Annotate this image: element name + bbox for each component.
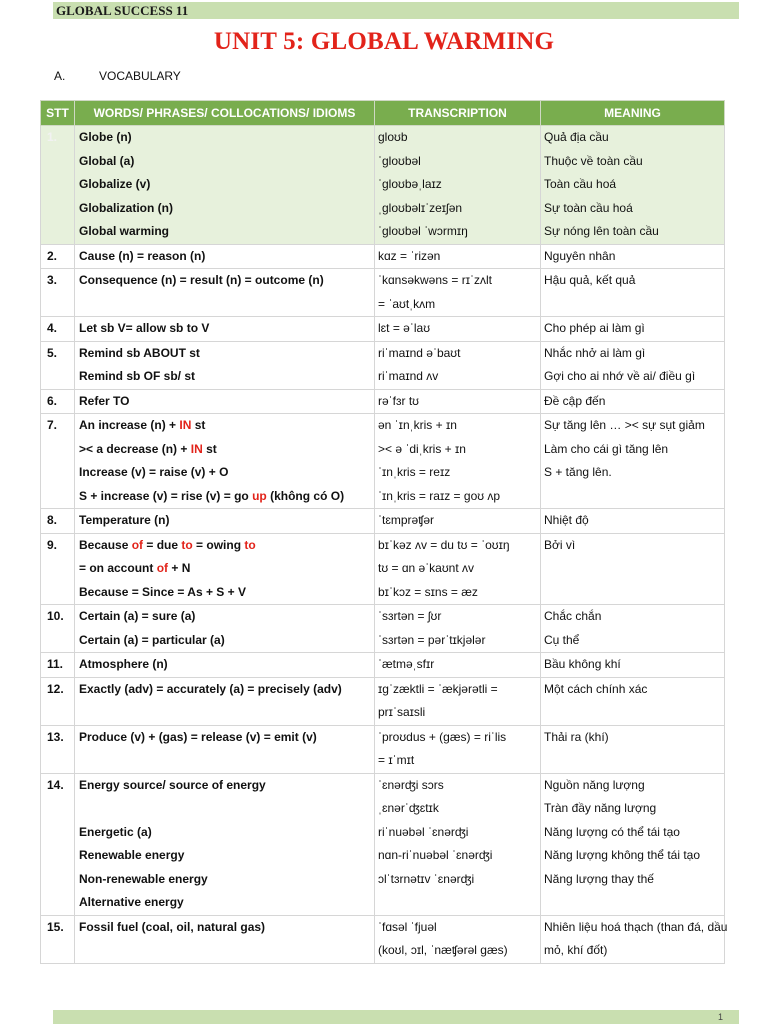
word-line (75, 197, 374, 221)
word-segment: Energetic (a) (79, 824, 152, 839)
table-body (41, 126, 728, 964)
cell-stt (41, 915, 75, 963)
word-segment: = on account (79, 561, 157, 575)
transcription-line: ˈɪnˌkris = reɪz (378, 465, 451, 479)
cell-meaning (541, 653, 725, 678)
meaning-line: Sự tăng lên … >< sự sụt giảm (544, 418, 705, 432)
word-segment: Fossil fuel (coal, oil, natural gas) (79, 919, 266, 934)
stt-number: 12. (47, 681, 64, 696)
transcription-line: ˈgloʊbəˌlaɪz (378, 177, 442, 191)
word-segment: Certain (a) = particular (a) (79, 632, 225, 647)
transcription-line: ˈætməˌsfɪr (378, 657, 435, 671)
cell-meaning (541, 725, 725, 773)
table-row (41, 653, 725, 678)
meaning-line (541, 485, 724, 509)
word-line (75, 438, 374, 462)
cell-words (75, 341, 375, 389)
word-segment: Increase (v) = raise (v) + O (79, 465, 229, 479)
word-line (75, 173, 374, 197)
table-row (41, 533, 725, 605)
word-segment: Global (a) (79, 153, 135, 168)
cell-words (75, 509, 375, 534)
word-line (75, 891, 374, 915)
word-line (75, 939, 374, 963)
word-line (75, 293, 374, 317)
meaning-line (541, 749, 724, 773)
cell-words (75, 725, 375, 773)
cell-words (75, 653, 375, 678)
transcription-line: ˈkɑnsəkwəns = rɪˈzʌlt (378, 273, 492, 287)
word-segment: = due (143, 537, 182, 552)
meaning-line (541, 701, 724, 725)
transcription-line: riˈmaɪnd əˈbaʊt (378, 345, 461, 360)
transcription-line: >< ə ˈdiˌkris + ɪn (378, 441, 466, 456)
cell-stt (41, 244, 75, 269)
cell-words (75, 269, 375, 317)
cell-words (75, 605, 375, 653)
word-line (75, 150, 374, 174)
meaning-line (541, 891, 724, 915)
cell-meaning (541, 317, 725, 342)
stt-number: 3. (47, 273, 58, 287)
cell-stt (41, 509, 75, 534)
cell-meaning (541, 677, 725, 725)
word-segment: of (156, 561, 169, 575)
word-segment: IN (179, 418, 192, 432)
stt-number: 6. (47, 393, 58, 408)
word-line (75, 461, 374, 485)
transcription-line: gloʊb (378, 130, 408, 144)
word-segment: Alternative energy (79, 895, 184, 909)
transcription-line: ˈtɛmprəʧər (378, 513, 434, 527)
transcription-line: ɪgˈzæktli = ˈækjərətli = (378, 681, 498, 696)
word-segment: + N (168, 561, 191, 575)
meaning-line: Cụ thể (544, 632, 580, 647)
word-line (75, 220, 374, 244)
cell-meaning (541, 269, 725, 317)
meaning-line: Nguyên nhân (544, 248, 616, 263)
word-segment: up (252, 488, 267, 503)
meaning-line: Quả địa cầu (544, 130, 609, 144)
table-row (41, 414, 725, 509)
word-segment: Consequence (n) = result (n) = outcome (n) (79, 273, 324, 287)
cell-words (75, 389, 375, 414)
cell-stt (41, 533, 75, 605)
meaning-line: Sự nóng lên toàn cầu (544, 224, 659, 238)
stt-number: 7. (47, 418, 58, 432)
meaning-line: Thải ra (khí) (544, 729, 609, 744)
word-line (75, 868, 374, 892)
cell-meaning (541, 389, 725, 414)
word-line (75, 365, 374, 389)
transcription-line: nɑn-riˈnuəbəl ˈɛnərʤi (378, 848, 493, 862)
word-line (75, 774, 374, 798)
transcription-line: (koʊl, ɔɪl, ˈnæʧərəl gæs) (378, 943, 508, 957)
word-segment: = owing (192, 537, 245, 552)
vocabulary-table (40, 100, 728, 964)
table-row (41, 605, 725, 653)
stt-number: 8. (47, 513, 58, 527)
cell-transcription (375, 605, 541, 653)
word-segment: IN (190, 441, 203, 456)
word-segment: Globalize (v) (79, 177, 151, 191)
transcription-line: ən ˈɪnˌkris + ɪn (378, 418, 457, 432)
header-words: WORDS/ PHRASES/ COLLOCATIONS/ IDIOMS (75, 101, 375, 126)
stt-number: 2. (47, 248, 58, 263)
meaning-line: mỏ, khí đốt) (544, 943, 608, 957)
cell-meaning (541, 915, 728, 963)
word-segment: Let sb V= allow sb to V (79, 321, 210, 335)
meaning-line: Nhắc nhở ai làm gì (544, 345, 646, 360)
transcription-line: rəˈfɜr tʊ (378, 393, 419, 408)
table-row (41, 773, 725, 915)
word-line (75, 726, 374, 750)
cell-transcription (375, 653, 541, 678)
table-row (41, 126, 725, 245)
word-segment: Globe (n) (79, 130, 132, 144)
word-line (75, 245, 374, 269)
word-line (75, 509, 374, 533)
word-line (75, 414, 374, 438)
stt-number: 9. (47, 537, 58, 552)
stt-number: 10. (47, 609, 64, 623)
word-line (75, 557, 374, 581)
cell-transcription (375, 126, 541, 245)
word-line (75, 269, 374, 293)
meaning-line (541, 293, 724, 317)
page-number: 1 (718, 1012, 724, 1022)
transcription-line: ˈsɜrtən = ʃʊr (378, 609, 442, 623)
word-line (75, 534, 374, 558)
transcription-line: = ˈaʊtˌkʌm (378, 296, 436, 311)
section-text: VOCABULARY (99, 69, 181, 83)
cell-meaning (541, 341, 725, 389)
cell-words (75, 915, 375, 963)
table-row (41, 269, 725, 317)
table-header-row (41, 101, 725, 126)
word-segment: Remind sb OF sb/ st (79, 369, 196, 383)
word-segment: Exactly (adv) = accurately (a) = precisely (adv) (79, 681, 342, 696)
transcription-line: riˈnuəbəl ˈɛnərʤi (378, 824, 469, 839)
meaning-line: Nhiệt độ (544, 513, 589, 527)
table-row (41, 341, 725, 389)
cell-stt (41, 389, 75, 414)
meaning-line: Nhiên liệu hoá thạch (than đá, dầu (544, 919, 728, 934)
transcription-line: kɑz = ˈrizən (378, 248, 441, 263)
table-row (41, 389, 725, 414)
cell-transcription (375, 389, 541, 414)
word-segment: Produce (v) + (gas) = release (v) = emit (v) (79, 729, 317, 744)
word-line (75, 485, 374, 509)
cell-meaning (541, 509, 725, 534)
section-label: A. (54, 69, 66, 83)
stt-number: 13. (47, 729, 64, 744)
transcription-line: ˈgloʊbəl ˈwɔrmɪŋ (378, 224, 468, 238)
cell-words (75, 677, 375, 725)
transcription-line: ˈsɜrtən = pərˈtɪkjələr (378, 632, 486, 647)
word-line (75, 126, 374, 150)
cell-stt (41, 269, 75, 317)
meaning-line: Bởi vì (544, 537, 576, 552)
word-line (75, 678, 374, 702)
cell-transcription (375, 269, 541, 317)
meaning-line: Làm cho cái gì tăng lên (544, 441, 669, 456)
table-row (41, 244, 725, 269)
word-segment: st (191, 418, 206, 432)
cell-stt (41, 653, 75, 678)
word-segment: Cause (n) = reason (n) (79, 248, 206, 263)
table-row (41, 509, 725, 534)
cell-transcription (375, 725, 541, 773)
meaning-line: Cho phép ai làm gì (544, 321, 645, 335)
meaning-line: Nguồn năng lượng (544, 777, 645, 792)
word-line (75, 821, 374, 845)
transcription-line: = ɪˈmɪt (378, 753, 415, 767)
word-line (75, 317, 374, 341)
stt-number: 11. (47, 657, 64, 671)
word-segment: Refer TO (79, 393, 130, 408)
stt-number: 4. (47, 321, 58, 335)
cell-words (75, 414, 375, 509)
cell-transcription (375, 533, 541, 605)
transcription-line: ˈɪnˌkris = raɪz = goʊ ʌp (378, 488, 501, 503)
word-segment: Temperature (n) (79, 513, 170, 527)
cell-meaning (541, 126, 725, 245)
meaning-line: Một cách chính xác (544, 681, 648, 696)
word-segment: >< a decrease (n) + (79, 441, 191, 456)
header-meaning: MEANING (541, 101, 725, 126)
header-stt: STT (41, 101, 75, 126)
cell-words (75, 126, 375, 245)
table-row (41, 677, 725, 725)
cell-stt (41, 773, 75, 915)
word-segment: Because (79, 537, 132, 552)
word-segment: An increase (n) + (79, 418, 180, 432)
transcription-line: prɪˈsaɪsli (378, 705, 426, 719)
word-segment: S + increase (v) = rise (v) = go (79, 488, 253, 503)
meaning-line: Bầu không khí (544, 657, 621, 671)
cell-words (75, 533, 375, 605)
cell-transcription (375, 915, 541, 963)
cell-stt (41, 677, 75, 725)
word-line (75, 390, 374, 414)
cell-stt (41, 414, 75, 509)
cell-transcription (375, 414, 541, 509)
word-segment: Certain (a) = sure (a) (79, 609, 196, 623)
cell-words (75, 773, 375, 915)
meaning-line: Toàn cầu hoá (544, 177, 617, 191)
meaning-line: Đề cập đến (544, 393, 606, 408)
cell-stt (41, 126, 75, 245)
word-segment: Globalization (n) (79, 200, 173, 215)
page-title: UNIT 5: GLOBAL WARMING (213, 28, 555, 55)
footer-bar (53, 1010, 739, 1024)
word-line (75, 701, 374, 725)
meaning-line: Năng lượng không thể tái tạo (544, 848, 701, 862)
stt-number: 5. (47, 345, 58, 360)
cell-transcription (375, 341, 541, 389)
transcription-line: ɔlˈtɜrnətɪv ˈɛnərʤi (378, 871, 475, 886)
transcription-line: bɪˈkəz ʌv = du tʊ = ˈoʊɪŋ (378, 537, 510, 552)
meaning-line: Sự toàn cầu hoá (544, 200, 633, 215)
word-segment: Because = Since = As + S + V (79, 584, 246, 599)
word-line (75, 916, 374, 940)
cell-transcription (375, 677, 541, 725)
transcription-line (375, 891, 540, 915)
meaning-line: Tràn đầy năng lượng (544, 801, 657, 815)
cell-stt (41, 605, 75, 653)
word-segment: Energy source/ source of energy (79, 777, 266, 792)
cell-transcription (375, 773, 541, 915)
stt-number: 1. (47, 130, 58, 144)
cell-stt (41, 341, 75, 389)
word-segment: of (131, 537, 144, 552)
meaning-line: S + tăng lên. (544, 465, 612, 479)
meaning-line: Năng lượng thay thế (544, 871, 654, 886)
cell-transcription (375, 509, 541, 534)
word-line (75, 629, 374, 653)
meaning-line: Thuộc về toàn cầu (544, 153, 643, 168)
cell-stt (41, 317, 75, 342)
header-text: GLOBAL SUCCESS 11 (56, 3, 189, 18)
stt-number: 14. (47, 777, 64, 792)
transcription-line: ˌgloʊbəlɪˈzeɪʃən (378, 200, 463, 215)
table-row (41, 317, 725, 342)
word-segment: Non-renewable energy (79, 871, 208, 886)
header-transcription: TRANSCRIPTION (375, 101, 541, 126)
transcription-line: ˈɛnərʤi sɔrs (378, 777, 444, 792)
word-line (75, 581, 374, 605)
transcription-line: ˈfɑsəl ˈfjuəl (378, 919, 437, 934)
cell-transcription (375, 317, 541, 342)
word-line (75, 653, 374, 677)
cell-meaning (541, 414, 725, 509)
word-line (75, 797, 374, 821)
word-line (75, 844, 374, 868)
meaning-line (541, 557, 724, 581)
cell-transcription (375, 244, 541, 269)
cell-meaning (541, 244, 725, 269)
word-line (75, 605, 374, 629)
meaning-line: Năng lượng có thể tái tạo (544, 824, 680, 839)
cell-meaning (541, 773, 725, 915)
cell-meaning (541, 533, 725, 605)
meaning-line: Chắc chắn (544, 609, 602, 623)
meaning-line: Gợi cho ai nhớ về ai/ điều gì (544, 369, 696, 383)
transcription-line: bɪˈkɔz = sɪns = æz (378, 584, 478, 599)
word-line (75, 749, 374, 773)
table-row (41, 725, 725, 773)
transcription-line: ˈproʊdus + (gæs) = riˈlis (378, 729, 507, 744)
cell-stt (41, 725, 75, 773)
table-row (41, 915, 725, 963)
word-segment: st (202, 441, 217, 456)
cell-words (75, 317, 375, 342)
transcription-line: lɛt = əˈlaʊ (378, 321, 431, 335)
word-segment: (không có O) (266, 488, 345, 503)
transcription-line: tʊ = ɑn əˈkaʊnt ʌv (378, 561, 475, 575)
transcription-line: ˈgloʊbəl (378, 153, 421, 168)
word-segment: Atmosphere (n) (79, 657, 168, 671)
cell-meaning (541, 605, 725, 653)
word-segment: to (244, 537, 256, 552)
transcription-line: riˈmaɪnd ʌv (378, 369, 439, 383)
transcription-line: ˌɛnərˈʤɛtɪk (378, 801, 439, 815)
word-line (75, 342, 374, 366)
word-segment: Global warming (79, 224, 170, 238)
stt-number: 15. (47, 919, 64, 934)
word-segment: Renewable energy (79, 848, 185, 862)
word-segment: to (181, 537, 193, 552)
word-segment: Remind sb ABOUT st (79, 345, 200, 360)
cell-words (75, 244, 375, 269)
meaning-line: Hậu quả, kết quả (544, 273, 636, 287)
meaning-line (541, 581, 724, 605)
